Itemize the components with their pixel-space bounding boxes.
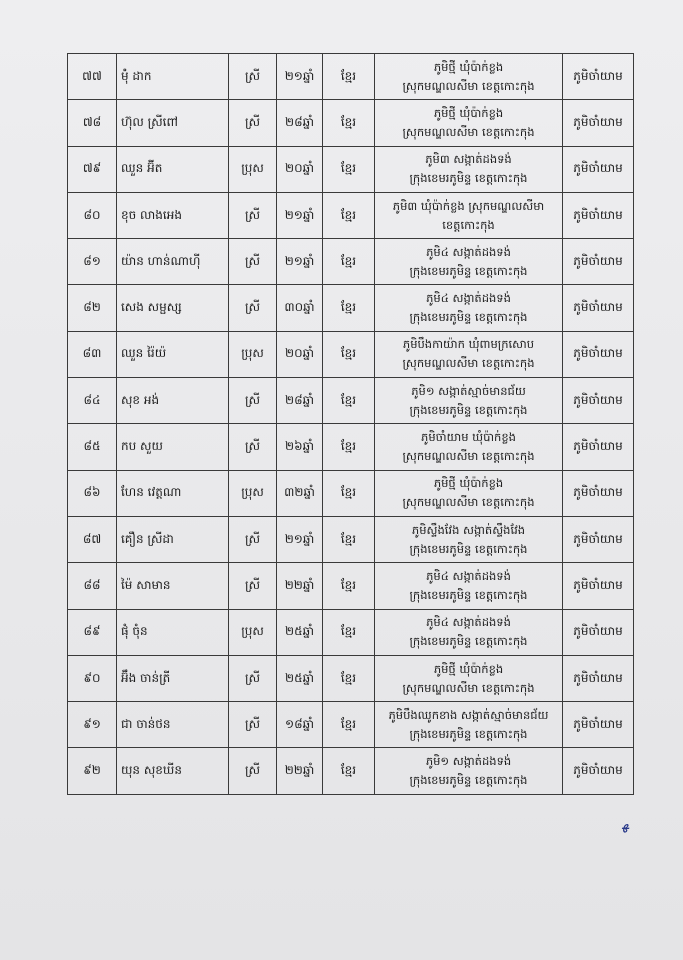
status: ភូមិចាំយាម bbox=[563, 748, 634, 794]
roster-body bbox=[68, 54, 634, 795]
age: ២២ឆ្នាំ bbox=[277, 563, 323, 609]
address-line-2: ស្រុកមណ្ឌលសីមា ខេត្តកោះកុង bbox=[402, 124, 535, 139]
person-name: យ៉ាន ហាន់ណាហ៊ី bbox=[117, 239, 229, 285]
address-line-1: ភូមិថ្មី ឃុំប៉ាក់ខ្លង bbox=[433, 105, 504, 120]
person-name: ខុច លាងអេង bbox=[117, 192, 229, 238]
address bbox=[375, 609, 563, 655]
age: ២១ឆ្នាំ bbox=[277, 239, 323, 285]
nationality: ខ្មែរ bbox=[323, 563, 375, 609]
age: ២០ឆ្នាំ bbox=[277, 331, 323, 377]
status: ភូមិចាំយាម bbox=[563, 239, 634, 285]
address-line-1: ភូមិ៤ សង្កាត់ដងទង់ bbox=[426, 291, 511, 306]
sex: ស្រី bbox=[229, 655, 277, 701]
address bbox=[375, 470, 563, 516]
sex: ប្រុស bbox=[229, 609, 277, 655]
address-line-2: ក្រុងខេមរភូមិន្ទ ខេត្តកោះកុង bbox=[409, 726, 528, 741]
address-line-1: ភូមិ៣ សង្កាត់ដងទង់ bbox=[425, 152, 512, 167]
address bbox=[375, 563, 563, 609]
age: ១៨ឆ្នាំ bbox=[277, 702, 323, 748]
row-number: ៨៨ bbox=[68, 563, 117, 609]
address-line-1: ភូមិ១ សង្កាត់ដងទង់ bbox=[425, 754, 512, 769]
address-line-1: ភូមិ១ សង្កាត់ស្មាច់មានជ័យ bbox=[411, 383, 526, 398]
sex: ស្រី bbox=[229, 54, 277, 100]
status: ភូមិចាំយាម bbox=[563, 331, 634, 377]
person-name: ឈួន អ៊ីត bbox=[117, 146, 229, 192]
person-name: ផុំ ចុំន bbox=[117, 609, 229, 655]
address-line-1: ភូមិ៤ សង្កាត់ដងទង់ bbox=[426, 244, 511, 259]
address-line-1: ភូមិ៣ ឃុំប៉ាក់ខ្លង ស្រុកមណ្ឌលសីមា bbox=[392, 198, 545, 213]
address-line-1: ភូមិចាំយាម ឃុំប៉ាក់ខ្លង bbox=[421, 430, 516, 445]
nationality: ខ្មែរ bbox=[323, 424, 375, 470]
nationality: ខ្មែរ bbox=[323, 285, 375, 331]
row-number: ៨០ bbox=[68, 192, 117, 238]
nationality: ខ្មែរ bbox=[323, 192, 375, 238]
row-number: ៨៧ bbox=[68, 516, 117, 562]
table-row bbox=[68, 192, 634, 238]
person-name: ហែន វេត្តណា bbox=[117, 470, 229, 516]
sex: ស្រី bbox=[229, 378, 277, 424]
row-number: ៨៦ bbox=[68, 470, 117, 516]
address bbox=[375, 285, 563, 331]
person-name: គឿន ស្រីដា bbox=[117, 516, 229, 562]
address-line-1: ភូមិស្ទឹងវែង សង្កាត់ស្ទឹងវែង bbox=[411, 522, 526, 537]
sex: ស្រី bbox=[229, 100, 277, 146]
age: ២៥ឆ្នាំ bbox=[277, 609, 323, 655]
table-row bbox=[68, 655, 634, 701]
table-row bbox=[68, 100, 634, 146]
address-line-2: ស្រុកមណ្ឌលសីមា ខេត្តកោះកុង bbox=[402, 356, 535, 371]
status: ភូមិចាំយាម bbox=[563, 424, 634, 470]
table-row bbox=[68, 470, 634, 516]
address-line-2: ក្រុងខេមរភូមិន្ទ ខេត្តកោះកុង bbox=[409, 310, 528, 325]
age: ២១ឆ្នាំ bbox=[277, 516, 323, 562]
address-line-2: ស្រុកមណ្ឌលសីមា ខេត្តកោះកុង bbox=[402, 680, 535, 695]
handwritten-initial: ﻬ bbox=[622, 815, 629, 833]
address-line-2: ស្រុកមណ្ឌលសីមា ខេត្តកោះកុង bbox=[402, 495, 535, 510]
address-line-1: ភូមិបឹងកាយ៉ាក ឃុំពាមក្រសោប bbox=[402, 337, 535, 352]
table-row bbox=[68, 748, 634, 794]
row-number: ៨៩ bbox=[68, 609, 117, 655]
sex: ស្រី bbox=[229, 748, 277, 794]
address bbox=[375, 54, 563, 100]
table-row bbox=[68, 378, 634, 424]
address-line-1: ភូមិបឹងឈូកខាង សង្កាត់ស្មាច់មានជ័យ bbox=[388, 707, 549, 722]
table-row bbox=[68, 609, 634, 655]
nationality: ខ្មែរ bbox=[323, 702, 375, 748]
person-name: ឈួន រ៉ៃយ៉ bbox=[117, 331, 229, 377]
age: ២៥ឆ្នាំ bbox=[277, 655, 323, 701]
address bbox=[375, 331, 563, 377]
table-row bbox=[68, 702, 634, 748]
person-name: យុន សុខឃីន bbox=[117, 748, 229, 794]
status: ភូមិចាំយាម bbox=[563, 470, 634, 516]
age: ២២ឆ្នាំ bbox=[277, 748, 323, 794]
table-row bbox=[68, 285, 634, 331]
status: ភូមិចាំយាម bbox=[563, 285, 634, 331]
address-line-2: ក្រុងខេមរភូមិន្ទ ខេត្តកោះកុង bbox=[409, 402, 528, 417]
address bbox=[375, 424, 563, 470]
nationality: ខ្មែរ bbox=[323, 516, 375, 562]
address bbox=[375, 239, 563, 285]
address-line-2: ខេត្តកោះកុង bbox=[442, 217, 495, 232]
address-line-2: ក្រុងខេមរភូមិន្ទ ខេត្តកោះកុង bbox=[409, 634, 528, 649]
row-number: ៩២ bbox=[68, 748, 117, 794]
row-number: ៨២ bbox=[68, 285, 117, 331]
address bbox=[375, 655, 563, 701]
row-number: ៩០ bbox=[68, 655, 117, 701]
nationality: ខ្មែរ bbox=[323, 378, 375, 424]
address-line-2: ក្រុងខេមរភូមិន្ទ ខេត្តកោះកុង bbox=[409, 541, 528, 556]
status: ភូមិចាំយាម bbox=[563, 192, 634, 238]
table-row bbox=[68, 516, 634, 562]
roster-table bbox=[67, 53, 634, 795]
table-row bbox=[68, 563, 634, 609]
nationality: ខ្មែរ bbox=[323, 609, 375, 655]
nationality: ខ្មែរ bbox=[323, 331, 375, 377]
status: ភូមិចាំយាម bbox=[563, 563, 634, 609]
address-line-1: ភូមិ៤ សង្កាត់ដងទង់ bbox=[426, 568, 511, 583]
sex: ស្រី bbox=[229, 516, 277, 562]
nationality: ខ្មែរ bbox=[323, 100, 375, 146]
nationality: ខ្មែរ bbox=[323, 470, 375, 516]
nationality: ខ្មែរ bbox=[323, 748, 375, 794]
row-number: ៧៧ bbox=[68, 54, 117, 100]
person-name: សុខ អង់ bbox=[117, 378, 229, 424]
row-number: ៨៥ bbox=[68, 424, 117, 470]
sex: ស្រី bbox=[229, 702, 277, 748]
age: ២៨ឆ្នាំ bbox=[277, 378, 323, 424]
sex: ប្រុស bbox=[229, 331, 277, 377]
age: ២៦ឆ្នាំ bbox=[277, 424, 323, 470]
sex: ស្រី bbox=[229, 424, 277, 470]
status: ភូមិចាំយាម bbox=[563, 100, 634, 146]
address-line-2: ក្រុងខេមរភូមិន្ទ ខេត្តកោះកុង bbox=[409, 587, 528, 602]
person-name: អ៊ឹង ចាន់ត្រី bbox=[117, 655, 229, 701]
row-number: ៧៩ bbox=[68, 146, 117, 192]
status: ភូមិចាំយាម bbox=[563, 54, 634, 100]
table-row bbox=[68, 239, 634, 285]
age: ២១ឆ្នាំ bbox=[277, 54, 323, 100]
nationality: ខ្មែរ bbox=[323, 146, 375, 192]
address-line-2: ក្រុងខេមរភូមិន្ទ ខេត្តកោះកុង bbox=[409, 263, 528, 278]
address bbox=[375, 702, 563, 748]
nationality: ខ្មែរ bbox=[323, 239, 375, 285]
age: ២០ឆ្នាំ bbox=[277, 146, 323, 192]
address bbox=[375, 192, 563, 238]
age: ៣២ឆ្នាំ bbox=[277, 470, 323, 516]
row-number: ៧៨ bbox=[68, 100, 117, 146]
sex: ប្រុស bbox=[229, 146, 277, 192]
address bbox=[375, 100, 563, 146]
person-name: ម៉ុំ ដាក bbox=[117, 54, 229, 100]
sex: ស្រី bbox=[229, 563, 277, 609]
age: ២៨ឆ្នាំ bbox=[277, 100, 323, 146]
status: ភូមិចាំយាម bbox=[563, 378, 634, 424]
row-number: ៨៣ bbox=[68, 331, 117, 377]
person-name: ជា ចាន់ថន bbox=[117, 702, 229, 748]
row-number: ៨១ bbox=[68, 239, 117, 285]
address-line-2: ក្រុងខេមរភូមិន្ទ ខេត្តកោះកុង bbox=[409, 773, 528, 788]
person-name: ម៉ៃ សាមាន bbox=[117, 563, 229, 609]
address bbox=[375, 378, 563, 424]
status: ភូមិចាំយាម bbox=[563, 702, 634, 748]
address-line-1: ភូមិ៤ សង្កាត់ដងទង់ bbox=[426, 615, 511, 630]
sex: ប្រុស bbox=[229, 470, 277, 516]
status: ភូមិចាំយាម bbox=[563, 609, 634, 655]
address bbox=[375, 146, 563, 192]
status: ភូមិចាំយាម bbox=[563, 146, 634, 192]
age: ៣០ឆ្នាំ bbox=[277, 285, 323, 331]
table-row bbox=[68, 54, 634, 100]
table-row bbox=[68, 146, 634, 192]
status: ភូមិចាំយាម bbox=[563, 655, 634, 701]
address-line-1: ភូមិថ្មី ឃុំប៉ាក់ខ្លង bbox=[433, 476, 504, 491]
address bbox=[375, 516, 563, 562]
address-line-1: ភូមិថ្មី ឃុំប៉ាក់ខ្លង bbox=[433, 59, 504, 74]
status: ភូមិចាំយាម bbox=[563, 516, 634, 562]
sex: ស្រី bbox=[229, 239, 277, 285]
address-line-2: ក្រុងខេមរភូមិន្ទ ខេត្តកោះកុង bbox=[409, 171, 528, 186]
address bbox=[375, 748, 563, 794]
person-name: កប សួយ bbox=[117, 424, 229, 470]
address-line-2: ស្រុកមណ្ឌលសីមា ខេត្តកោះកុង bbox=[402, 449, 535, 464]
person-name: សេង សម្ផស្ស bbox=[117, 285, 229, 331]
age: ២១ឆ្នាំ bbox=[277, 192, 323, 238]
nationality: ខ្មែរ bbox=[323, 655, 375, 701]
table-row bbox=[68, 424, 634, 470]
row-number: ៨៤ bbox=[68, 378, 117, 424]
address-line-1: ភូមិថ្មី ឃុំប៉ាក់ខ្លង bbox=[433, 661, 504, 676]
row-number: ៩១ bbox=[68, 702, 117, 748]
nationality: ខ្មែរ bbox=[323, 54, 375, 100]
address-line-2: ស្រុកមណ្ឌលសីមា ខេត្តកោះកុង bbox=[402, 78, 535, 93]
sex: ស្រី bbox=[229, 192, 277, 238]
person-name: ហ៊ុល ស្រីពៅ bbox=[117, 100, 229, 146]
table-row bbox=[68, 331, 634, 377]
sex: ស្រី bbox=[229, 285, 277, 331]
